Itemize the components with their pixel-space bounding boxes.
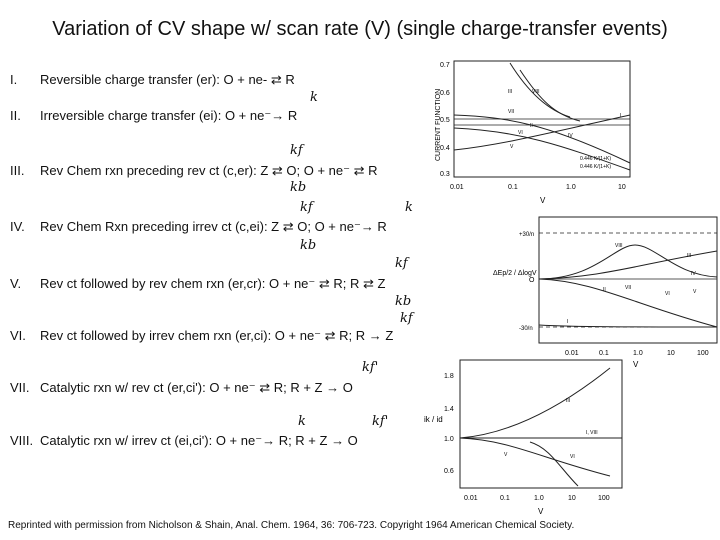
current-ratio-chart [410, 358, 625, 520]
x-axis-label: V [633, 360, 639, 369]
curve-label: VIII [615, 243, 623, 249]
curve-label: I [620, 113, 622, 119]
curve-label: VII [625, 285, 632, 291]
rate-constant-label: kb [395, 294, 412, 309]
x-tick-label: 10 [667, 350, 675, 357]
slide-title: Variation of CV shape w/ scan rate (V) (single charge-transfer events) [52, 18, 668, 40]
rate-constant-label: k [310, 90, 318, 105]
mechanism-number: II. [10, 108, 21, 123]
rate-constant-label: kf [400, 311, 413, 326]
y-tick-label: 0.6 [444, 468, 454, 475]
y-tick-label: 1.0 [444, 436, 454, 443]
chart-annotation: 0.446 K/(1+K) [580, 164, 611, 170]
rate-constant-label: k [298, 414, 306, 429]
y-tick-label: +30/n [519, 232, 535, 238]
y-tick-label: O [529, 277, 535, 284]
mechanism-row [10, 163, 378, 179]
rate-constant-label: k [405, 200, 413, 215]
y-axis-label: ΔEp/2 / ΔlogV [493, 270, 537, 277]
x-tick-label: 100 [697, 350, 709, 357]
x-tick-label: 1.0 [566, 184, 576, 191]
rate-constant-label: kb [290, 180, 307, 195]
x-tick-label: 0.1 [599, 350, 609, 357]
y-tick-label: 0.3 [440, 171, 450, 178]
curve-label: IV [691, 271, 696, 277]
rate-constant-label: kf [300, 200, 313, 215]
x-tick-label: 10 [618, 184, 626, 191]
curve-label: III [508, 89, 513, 95]
y-axis-label: ik / id [424, 415, 443, 424]
mechanism-number: IV. [10, 219, 25, 234]
mechanism-text: Catalytic rxn w/ irrev ct (ei,ci'): O + ne⁻→ R; R + Z → O [40, 433, 358, 448]
x-tick-label: 10 [568, 495, 576, 502]
rate-constant-label: kf [395, 256, 408, 271]
mechanism-number: VII. [10, 380, 30, 395]
curve-label: IV [568, 133, 573, 139]
mechanism-row [10, 276, 385, 292]
curve-label: VI [518, 130, 523, 136]
x-tick-label: 0.1 [500, 495, 510, 502]
chart-annotation: 0.446 K/(1+K) [580, 156, 611, 162]
x-tick-label: 1.0 [534, 495, 544, 502]
x-tick-label: 1.0 [633, 350, 643, 357]
curve-label: V [693, 289, 697, 295]
x-tick-label: 0.01 [464, 495, 478, 502]
peak-shift-chart [475, 215, 720, 373]
x-tick-label: 0.01 [565, 350, 579, 357]
curve-label: VI [570, 454, 575, 460]
y-tick-label: 1.8 [444, 373, 454, 380]
y-tick-label: 0.4 [440, 145, 450, 152]
mechanism-text: Catalytic rxn w/ rev ct (er,ci'): O + ne⁻ ⇄ R; R + Z → O [40, 380, 353, 395]
citation-footer: Reprinted with permission from Nicholson & Shain, Anal. Chem. 1964, 36: 706-723. Copyright 1964 American Chemical Society. [8, 520, 575, 531]
mechanism-text: Irreversible charge transfer (ei): O + ne⁻→ R [40, 108, 298, 123]
mechanism-row [10, 380, 353, 396]
mechanism-number: III. [10, 163, 25, 178]
mechanism-number: VI. [10, 328, 26, 343]
y-tick-label: 0.7 [440, 62, 450, 69]
mechanism-number: V. [10, 276, 22, 291]
curve-label: VII [508, 109, 515, 115]
mechanism-text: Reversible charge transfer (er): O + ne- ⇄ R [40, 72, 295, 87]
current-function-chart [420, 55, 645, 205]
rate-constant-label: kf' [372, 414, 389, 429]
curve-label: V [510, 144, 514, 150]
curve-label: III [566, 398, 571, 404]
mechanism-text: Rev Chem Rxn preceding irrev ct (c,ei): Z ⇄ O; O + ne⁻→ R [40, 219, 387, 234]
mechanism-row [10, 108, 297, 124]
curve-label: III [687, 253, 692, 259]
curve-label: VIII [532, 89, 540, 95]
y-tick-label: -30/n [519, 326, 533, 332]
y-tick-label: 0.5 [440, 117, 450, 124]
mechanism-row [10, 328, 393, 344]
rate-constant-label: kf' [362, 360, 379, 375]
curve-label: VI [665, 291, 670, 297]
x-tick-label: 0.01 [450, 184, 464, 191]
x-tick-label: 100 [598, 495, 610, 502]
y-tick-label: 1.4 [444, 406, 454, 413]
mechanism-row [10, 219, 387, 235]
curve-label: V [504, 452, 508, 458]
mechanism-text: Rev ct followed by irrev chem rxn (er,ci): O + ne⁻ ⇄ R; R → Z [40, 328, 394, 343]
mechanism-text: Rev ct followed by rev chem rxn (er,cr): O + ne⁻ ⇄ R; R ⇄ Z [40, 276, 386, 291]
curve-label: II [603, 287, 606, 293]
y-tick-label: 0.6 [440, 90, 450, 97]
rate-constant-label: kb [300, 238, 317, 253]
curve-label: I [567, 319, 569, 325]
mechanism-row [10, 72, 295, 88]
mechanism-text: Rev Chem rxn preceding rev ct (c,er): Z ⇄ O; O + ne⁻ ⇄ R [40, 163, 378, 178]
x-axis-label: V [538, 507, 544, 516]
curve-label: II [530, 123, 533, 129]
y-axis-label: CURRENT FUNCTION [435, 88, 442, 161]
rate-constant-label: kf [290, 143, 303, 158]
mechanism-row [10, 433, 358, 449]
x-tick-label: 0.1 [508, 184, 518, 191]
curve-label: I, VIII [586, 430, 598, 436]
mechanism-number: VIII. [10, 433, 34, 448]
x-axis-label: V [540, 196, 546, 205]
mechanism-number: I. [10, 72, 18, 87]
